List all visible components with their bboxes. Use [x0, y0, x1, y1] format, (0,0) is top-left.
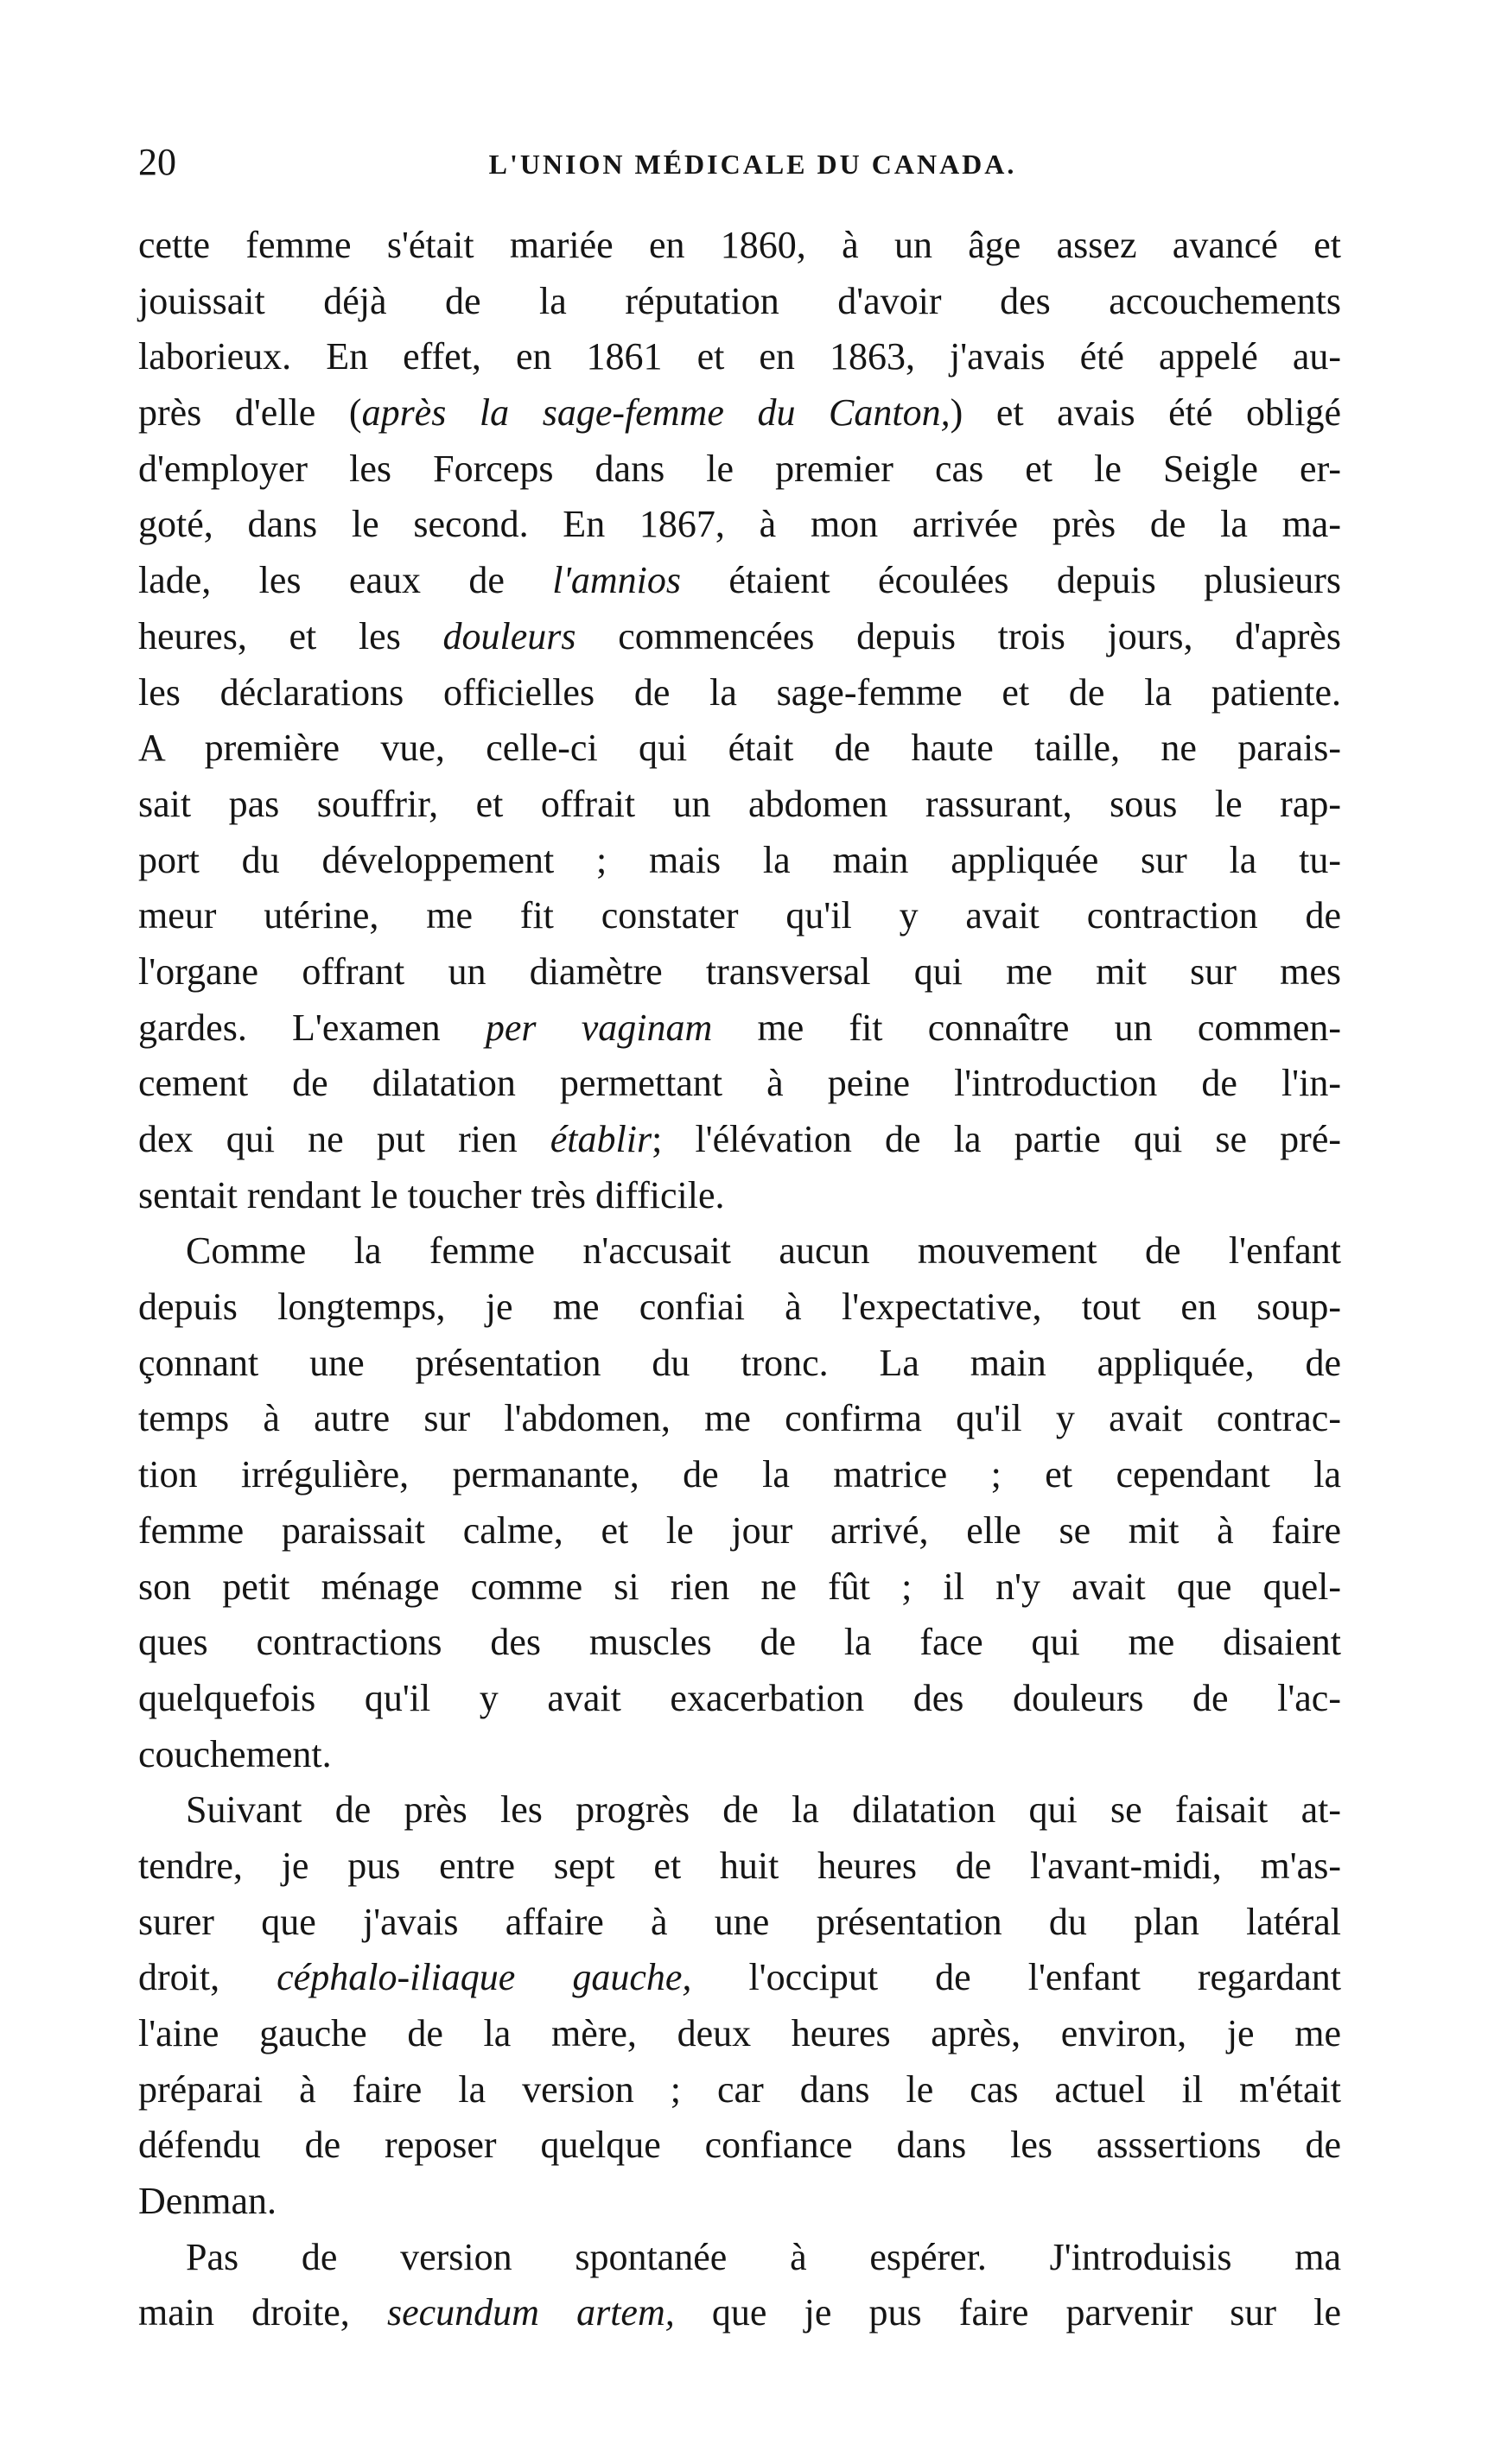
text-line: [138, 944, 1341, 1000]
text-line: [138, 1671, 1341, 1727]
text-segment: son petit ménage comme si rien ne fût ; il n'y avait que quel-: [138, 1565, 1341, 1608]
text-segment: surer que j'avais affaire à une présentation du plan latéral: [138, 1900, 1341, 1943]
text-segment: près d'elle (: [138, 391, 362, 435]
text-segment: ) et avais été obligé: [950, 391, 1341, 435]
body-text: [138, 218, 1341, 2341]
text-segment: me fit connaître un commen-: [712, 1006, 1341, 1049]
text-line: [138, 665, 1341, 721]
text-segment: laborieux. En effet, en 1861 et en 1863, j'avais été appelé au-: [138, 335, 1341, 378]
text-line: [138, 777, 1341, 833]
italic-text: établir: [550, 1118, 652, 1160]
text-line: [138, 329, 1341, 385]
text-segment: cement de dilatation permettant à peine l'introduction de l'in-: [138, 1062, 1341, 1105]
text-line: [138, 1112, 1341, 1168]
text-line: [138, 1000, 1341, 1057]
text-segment: défendu de reposer quelque confiance dans les asssertions de: [138, 2124, 1341, 2167]
text-segment: Suivant de près les progrès de la dilatation qui se faisait at-: [186, 1788, 1341, 1832]
text-segment: commencées depuis trois jours, d'après: [575, 614, 1341, 657]
text-line: [138, 1838, 1341, 1895]
text-segment: depuis longtemps, je me confiai à l'expectative, tout en soup-: [138, 1286, 1341, 1329]
text-segment: l'organe offrant un diamètre transversal qui me mit sur mes: [138, 949, 1341, 993]
text-line: [138, 2230, 1341, 2286]
text-line: [138, 1615, 1341, 1671]
text-line: [138, 1391, 1341, 1447]
text-segment: A première vue, celle-ci qui était de haute taille, ne parais-: [138, 727, 1341, 770]
text-segment: Comme la femme n'accusait aucun mouvement de l'enfant: [186, 1229, 1341, 1273]
text-line: [138, 1280, 1341, 1336]
text-segment: couchement.: [138, 1732, 332, 1775]
italic-text: après la sage-femme du Canton,: [361, 391, 951, 435]
text-line: [138, 1168, 1341, 1224]
text-line: [138, 1503, 1341, 1559]
text-line: [138, 1782, 1341, 1838]
text-line: [138, 2285, 1341, 2341]
text-line: [138, 1559, 1341, 1616]
running-title: L'UNION MÉDICALE DU CANADA.: [488, 149, 1017, 180]
text-segment: temps à autre sur l'abdomen, me confirma qu'il y avait contrac-: [138, 1397, 1341, 1440]
text-line: [138, 833, 1341, 889]
text-segment: dex qui ne put rien: [138, 1118, 550, 1160]
text-line: [138, 2174, 1341, 2230]
text-segment: Pas de version spontanée à espérer. J'introduisis ma: [186, 2235, 1341, 2278]
text-line: [138, 1950, 1341, 2006]
text-segment: çonnant une présentation du tronc. La main appliquée, de: [138, 1341, 1341, 1384]
text-segment: main droite,: [138, 2291, 387, 2334]
text-segment: lade, les eaux de: [138, 559, 553, 602]
text-segment: l'occiput de l'enfant regardant: [691, 1956, 1341, 1999]
text-line: [138, 553, 1341, 609]
page-header: [138, 137, 1341, 188]
text-segment: ; l'élévation de la partie qui se pré-: [652, 1118, 1341, 1160]
italic-text: douleurs: [442, 614, 576, 657]
text-line: [138, 2006, 1341, 2062]
text-segment: gardes. L'examen: [138, 1006, 486, 1049]
text-line: [138, 721, 1341, 777]
italic-text: secundum artem,: [386, 2291, 675, 2334]
text-segment: heures, et les: [138, 614, 443, 657]
text-line: [138, 218, 1341, 274]
italic-text: per vaginam: [485, 1006, 713, 1049]
text-segment: droit,: [138, 1956, 277, 1999]
text-segment: que je pus faire parvenir sur le: [674, 2291, 1342, 2334]
text-line: [138, 609, 1341, 665]
italic-text: l'amnios: [552, 559, 682, 602]
text-line: [138, 888, 1341, 944]
text-segment: quelquefois qu'il y avait exacerbation des douleurs de l'ac-: [138, 1676, 1341, 1719]
text-segment: sait pas souffrir, et offrait un abdomen rassurant, sous le rap-: [138, 782, 1341, 825]
text-line: [138, 1447, 1341, 1503]
text-line: [138, 1727, 1341, 1783]
text-line: [138, 2062, 1341, 2118]
page-number: 20: [138, 141, 176, 183]
text-segment: cette femme s'était mariée en 1860, à un âge assez avancé et: [138, 224, 1341, 266]
text-segment: jouissait déjà de la réputation d'avoir des accouchements: [138, 279, 1341, 322]
text-segment: les déclarations officielles de la sage-femme et de la patiente.: [138, 670, 1341, 714]
text-segment: tendre, je pus entre sept et huit heures de l'avant-midi, m'as-: [138, 1844, 1341, 1887]
text-segment: Denman.: [138, 2180, 277, 2223]
text-segment: tion irrégulière, permanante, de la matrice ; et cependant la: [138, 1453, 1341, 1496]
text-segment: l'aine gauche de la mère, deux heures après, environ, je me: [138, 2012, 1341, 2054]
text-line: [138, 1336, 1341, 1392]
text-line: [138, 441, 1341, 498]
text-segment: préparai à faire la version ; car dans le cas actuel il m'était: [138, 2067, 1341, 2111]
text-segment: sentait rendant le toucher très difficile.: [138, 1173, 725, 1216]
text-line: [138, 2118, 1341, 2174]
text-segment: étaient écoulées depuis plusieurs: [681, 559, 1341, 602]
text-line: [138, 1056, 1341, 1112]
text-line: [138, 497, 1341, 553]
text-line: [138, 1223, 1341, 1280]
text-line: [138, 274, 1341, 330]
text-segment: ques contractions des muscles de la face qui me disaient: [138, 1621, 1341, 1664]
italic-text: céphalo-iliaque gauche,: [277, 1956, 692, 1999]
text-line: [138, 1895, 1341, 1951]
text-segment: d'employer les Forceps dans le premier cas et le Seigle er-: [138, 447, 1341, 490]
text-segment: port du développement ; mais la main appliquée sur la tu-: [138, 838, 1341, 881]
text-segment: goté, dans le second. En 1867, à mon arrivée près de la ma-: [138, 503, 1341, 546]
text-line: [138, 385, 1341, 441]
text-segment: meur utérine, me fit constater qu'il y avait contraction de: [138, 894, 1341, 937]
text-segment: femme paraissait calme, et le jour arrivé, elle se mit à faire: [138, 1508, 1341, 1552]
